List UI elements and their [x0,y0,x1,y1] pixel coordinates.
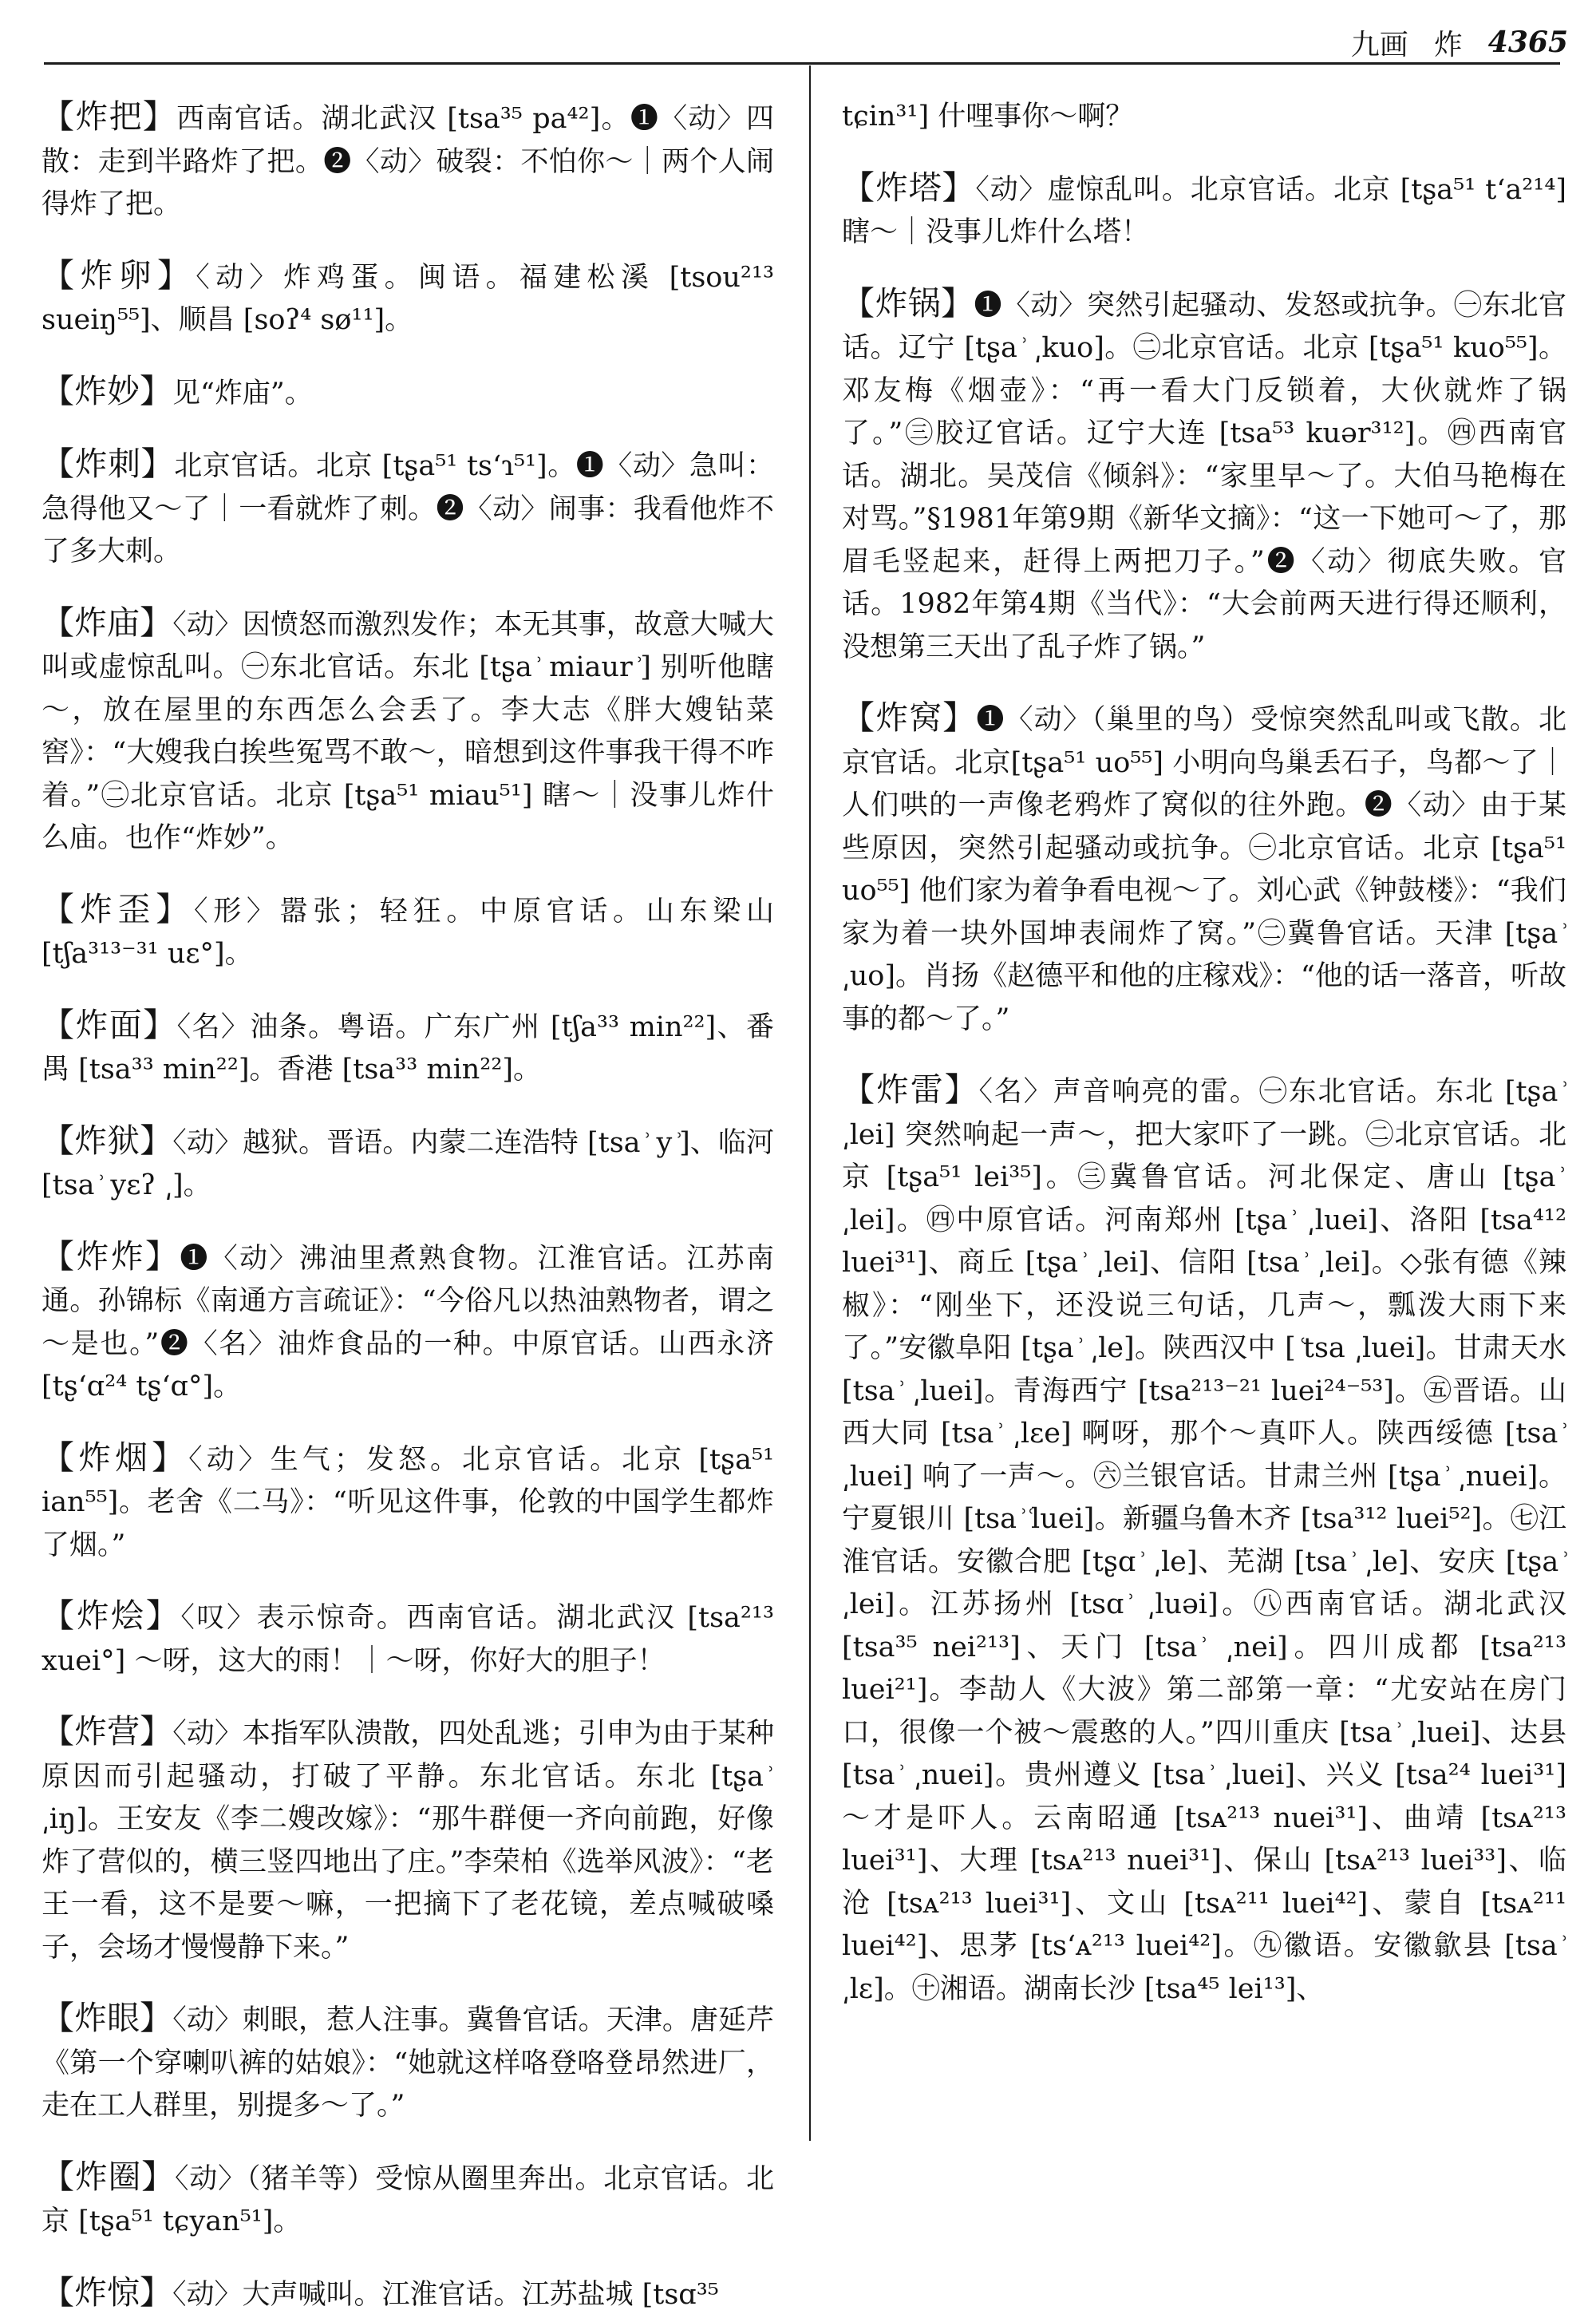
dictionary-entry [842,1069,1566,2011]
entry-definition: 〈动〉本指军队溃散，四处乱逃；引申为由于某种原因而引起骚动，打破了平静。东北官话。东北 [tʂa ͗ ͵iŋ]。王安友《李二嫂改嫁》：“那牛群便一齐向前跑，好像炸了营似的，横三竖四地出了庄。”李荣柏《选举风波》：“老王一看，这不是要～嘛，一把摘下了老花镜，差点喊破嗓子，会场才慢慢静下来。” [41,1718,774,1964]
entry-definition: 〈动〉刺眼，惹人注事。冀鲁官话。天津。唐延芹《第一个穿喇叭裤的姑娘》：“她就这样咯登咯登昂然进厂，走在工人群里，别提多～了。” [41,2004,774,2122]
entry-headword: 【炸面】 [41,1005,177,1044]
entry-definition: 〈动〉生气；发怒。北京官话。北京 [tʂa⁵¹ ian⁵⁵]。老舍《二马》：“听见这件事，伦敦的中国学生都炸了烟。” [41,1443,774,1561]
dictionary-entry [41,1004,774,1092]
page-header [1265,22,1568,62]
entry-definition: 〈名〉声音响亮的雷。㊀东北官话。东北 [tʂa ͗ ͵lei] 突然响起一声～，把大家吓了一跳。㊁北京官话。北京 [tʂa⁵¹ lei³⁵]。㊂冀鲁官话。河北保定、唐山 [tʂa ͗ ͵lei]。㊃中原官话。河南郑州 [tʂa ͗ ͵luei]、洛阳 [tsa⁴¹² luei³¹]、商丘 [tʂa ͗ ͵lei]、信阳 [tsa ͗ ͵lei]。◇张有德《辣椒》：“刚坐下，还没说三句话，几声～，瓢泼大雨下来了。”安徽阜阳 [tʂa ͗ ͵le]。陕西汉中 [ ͑tsa ͵luei]。甘肃天水 [tsa ͗ ͵luei]。青海西宁 [tsa²¹³⁻²¹ luei²⁴⁻⁵³]。㊄晋语。山西大同 [tsa ͗ ͵lɛe] 啊呀，那个～真吓人。陕西绥德 [tsa ͗ ͵luei] 响了一声～。㊅兰银官话。甘肃兰州 [tʂa ͗ ͵nuei]。宁夏银川 [tsa ͗ ͑luei]。新疆乌鲁木齐 [tsa³¹² luei⁵²]。㊆江淮官话。安徽合肥 [tʂɑ ͗ ͵le]、芜湖 [tsa ͗ ͵le]、安庆 [tʂa ͗ ͵lei]。江苏扬州 [tsɑ ͗ ͵luəi]。㊇西南官话。湖北武汉 [tsa³⁵ nei²¹³]、天门 [tsa ͗ ͵nei]。四川成都 [tsa²¹³ luei²¹]。李劼人《大波》第二部第一章：“尤安站在房门口，很像一个被～震憨的人。”四川重庆 [tsa ͗ ͵luei]、达县 [tsa ͗ ͵nuei]。贵州遵义 [tsa ͗ ͵luei]、兴义 [tsa²⁴ luei³¹] ～才是吓人。云南昭通 [tsᴀ²¹³ nuei³¹]、曲靖 [tsᴀ²¹³ luei³¹]、大理 [tsᴀ²¹³ nuei³¹]、保山 [tsᴀ²¹³ luei³³]、临沧 [tsᴀ²¹³ luei³¹]、文山 [tsᴀ²¹¹ luei⁴²]、蒙自 [tsᴀ²¹¹ luei⁴²]、思茅 [tsʻᴀ²¹³ luei⁴²]。㊈徽语。安徽歙县 [tsa ͗ ͵lɛ]。㊉湘语。湖南长沙 [tsa⁴⁵ lei¹³]、 [842,1076,1566,2005]
dictionary-entry [41,1120,774,1208]
dictionary-entry [41,1437,774,1568]
entry-headword: 【炸妙】 [41,371,172,410]
entry-definition: 〈动〉虚惊乱叫。北京官话。北京 [tʂa⁵¹ tʻa²¹⁴] 瞎～｜没事儿炸什么塔！ [842,173,1567,248]
entry-definition: 北京官话。北京 [tʂa⁵¹ tsʻɿ⁵¹]。❶〈动〉急叫：急得他又～了｜一看就炸了刺。❷〈动〉闹事：我看他炸不了多大刺。 [41,450,775,568]
dictionary-entry [41,602,774,860]
entry-definition: 〈动〉（猪羊等）受惊从圈里奔出。北京官话。北京 [tʂa⁵¹ tɕyan⁵¹]。 [41,2162,774,2237]
entry-definition: 〈叹〉表示惊奇。西南官话。湖北武汉 [tsa²¹³ xuei°] ～呀，这大的雨！｜～呀，你好大的胆子！ [41,1602,774,1677]
entry-headword: 【炸雷】 [842,1070,979,1109]
entry-headword: 【炸锅】 [842,283,974,322]
dictionary-entry [842,697,1566,1041]
entry-headword: 【炸营】 [41,1712,173,1750]
entry-definition: ❶〈动〉沸油里煮熟食物。江淮官话。江苏南通。孙锦标《南通方言疏证》：“今俗凡以热油熟物者，谓之～是也。”❷〈名〉油炸食品的一种。中原官话。山西永济 [tʂʻɑ²⁴ tʂʻɑ°]。 [41,1242,774,1402]
entry-definition: 〈动〉炸鸡蛋。闽语。福建松溪 [tsou²¹³ sueiŋ⁵⁵]、顺昌 [soʔ⁴ sø¹¹]。 [41,261,775,336]
dictionary-entry [41,1711,774,1969]
header-character-label: 炸 [1433,28,1463,61]
entry-headword: 【炸眼】 [41,1999,173,2037]
entry-headword: 【炸炸】 [41,1236,180,1276]
entry-headword: 【炸卵】 [41,255,196,295]
entry-definition: ❶〈动〉突然引起骚动、发怒或抗争。㊀东北官话。辽宁 [tʂa ͗ ͵kuo]。㊁北京官话。北京 [tʂa⁵¹ kuo⁵⁵]。邓友梅《烟壶》：“再一看大门反锁着，大伙就炸了锅了。”㊂胶辽官话。辽宁大连 [tsa⁵³ kuər³¹²]。㊃西南官话。湖北。吴茂信《倾斜》：“家里早～了。大伯马艳梅在对骂。”§1981年第9期《新华文摘》：“这一下她可～了，那眉毛竖起来，赶得上两把刀子。”❷〈动〉彻底失败。官话。1982年第4期《当代》：“大会前两天进行得还顺利，没想第三天出了乱子炸了锅。” [842,289,1566,663]
entry-headword: 【炸烟】 [41,1438,189,1477]
entry-definition: ❶〈动〉（巢里的鸟）受惊突然乱叫或飞散。北京官话。北京[tʂa⁵¹ uo⁵⁵] 小明向鸟巢丢石子，鸟都～了｜人们哄的一声像老鸦炸了窝似的往外跑。❷〈动〉由于某些原因，突然引起骚动或抗争。㊀北京官话。北京 [tʂa⁵¹ uo⁵⁵] 他们家为着争看电视～了。刘心武《钟鼓楼》：“我们家为着一块外国坤表闹炸了窝。”㊁冀鲁官话。天津 [tʂa ͗ ͵uo]。肖扬《赵德平和他的庄稼戏》：“他的话一落音，听故事的都～了。” [842,704,1566,1035]
entry-headword: 【炸刺】 [41,445,175,483]
entry-headword: 【炸烩】 [41,1596,181,1635]
entry-definition: 〈形〉嚣张；轻狂。中原官话。山东梁山 [tʃa³¹³⁻³¹ uɛ°]。 [41,895,774,970]
entry-definition: 〈名〉油条。粤语。广东广州 [tʃa³³ min²²]、番禺 [tsa³³ min²²]。香港 [tsa³³ min²²]。 [41,1011,775,1086]
dictionary-entry [41,1236,774,1409]
dictionary-entry [41,1997,774,2128]
dictionary-entry [41,2156,774,2244]
dictionary-entry [41,370,774,416]
dictionary-entry [41,96,774,227]
dictionary-entry [842,283,1566,670]
entry-headword: 【炸歪】 [41,889,194,928]
entry-headword: 【炸狱】 [41,1121,173,1160]
entry-continuation [842,96,1566,139]
entry-definition: tɕin³¹] 什哩事你～啊？ [842,101,1134,133]
column-divider [809,65,811,2141]
entry-definition: 〈动〉越狱。晋语。内蒙二连浩特 [tsa ͗ y ͗]、临河 [tsa ͗ yɛʔ ͵]。 [41,1126,775,1201]
right-column [842,68,1566,2016]
entry-definition: 〈动〉大声喊叫。江淮官话。江苏盐城 [tsɑ³⁵ [172,2278,719,2311]
entry-definition: 〈动〉因愤怒而激烈发作；本无其事，故意大喊大叫或虚惊乱叫。㊀东北官话。东北 [tʂa ͗ miaur ͗] 别听他瞎～，放在屋里的东西怎么会丢了。李大志《胖大嫂钻菜窖》：“大嫂我白挨些冤骂不敢～，暗想到这件事我干得不咋着。”㊁北京官话。北京 [tʂa⁵¹ miau⁵¹] 瞎～｜没事儿炸什么庙。也作“炸妙”。 [41,608,774,854]
left-column [41,68,774,2322]
dictionary-entry [41,1595,774,1683]
entry-definition: 西南官话。湖北武汉 [tsa³⁵ pa⁴²]。❶〈动〉四散：走到半路炸了把。❷〈动〉破裂：不怕你～｜两个人闹得炸了把。 [41,103,774,220]
entry-headword: 【炸惊】 [41,2273,172,2312]
entry-headword: 【炸窝】 [842,698,977,737]
entry-headword: 【炸塔】 [842,168,976,207]
dictionary-entry [41,888,774,976]
entry-headword: 【炸把】 [41,97,177,136]
header-rule [44,62,1560,65]
dictionary-entry [41,443,774,574]
entry-headword: 【炸圈】 [41,2157,176,2196]
dictionary-entry [41,255,774,342]
header-section-label: 九画 [1350,28,1408,61]
page-number: 4365 [1487,26,1568,59]
dictionary-entry [842,167,1566,255]
entry-headword: 【炸庙】 [41,603,173,642]
entry-definition: 见“炸庙”。 [172,377,313,409]
dictionary-entry [41,2272,774,2317]
